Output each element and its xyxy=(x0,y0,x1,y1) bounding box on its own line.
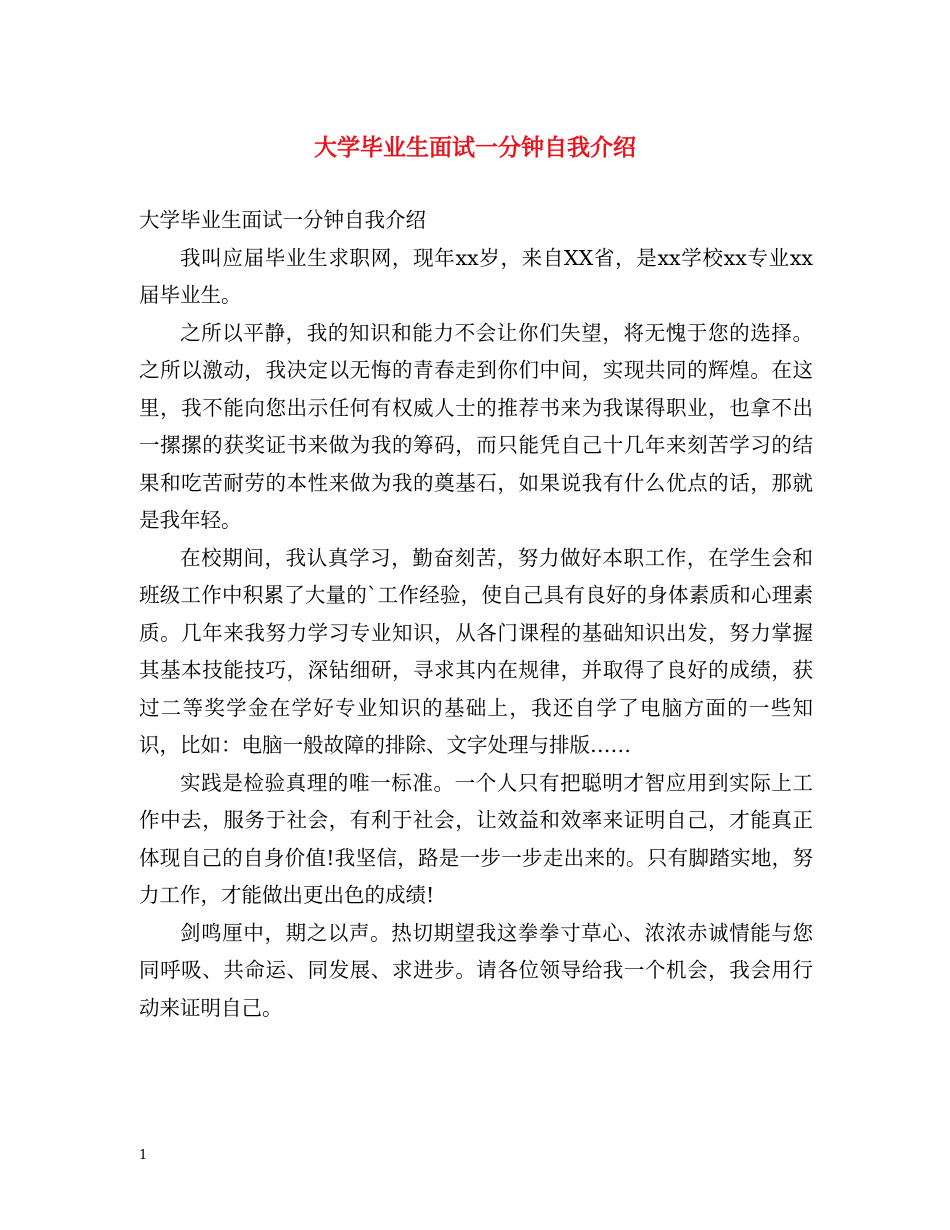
paragraph-4: 实践是检验真理的唯一标准。一个人只有把聪明才智应用到实际上工作中去，服务于社会，有利于社会，让效益和效率来证明自己，才能真正体现自己的自身价值!我坚信，路是一步一步走出来的。只有脚踏实地，努力工作，才能做出更出色的成绩! xyxy=(139,770,813,907)
document-body xyxy=(139,202,813,1027)
page-number: 1 xyxy=(139,1148,148,1163)
paragraph-2: 之所以平静，我的知识和能力不会让你们失望，将无愧于您的选择。之所以激动，我决定以无悔的青春走到你们中间，实现共同的辉煌。在这里，我不能向您出示任何有权威人士的推荐书来为我谋得职业，也拿不出一摞摞的获奖证书来做为我的筹码，而只能凭自己十几年来刻苦学习的结果和吃苦耐劳的本性来做为我的奠基石，如果说我有什么优点的话，那就是我年轻。 xyxy=(139,320,813,532)
document-subtitle: 大学毕业生面试一分钟自我介绍 xyxy=(139,208,426,232)
paragraph-3: 在校期间，我认真学习，勤奋刻苦，努力做好本职工作，在学生会和班级工作中积累了大量的`工作经验，使自己具有良好的身体素质和心理素质。几年来我努力学习专业知识，从各门课程的基础知识出发，努力掌握其基本技能技巧，深钻细研，寻求其内在规律，并取得了良好的成绩，获过二等奖学金在学好专业知识的基础上，我还自学了电脑方面的一些知识，比如：电脑一般故障的排除、文字处理与排版…… xyxy=(139,545,813,757)
paragraph-1: 我叫应届毕业生求职网，现年xx岁，来自XX省，是xx学校xx专业xx届毕业生。 xyxy=(139,245,813,307)
paragraph-5: 剑鸣厘中，期之以声。热切期望我这拳拳寸草心、浓浓赤诚情能与您同呼吸、共命运、同发展、求进步。请各位领导给我一个机会，我会用行动来证明自己。 xyxy=(139,920,813,1020)
document-title: 大学毕业生面试一分钟自我介绍 xyxy=(314,134,636,161)
